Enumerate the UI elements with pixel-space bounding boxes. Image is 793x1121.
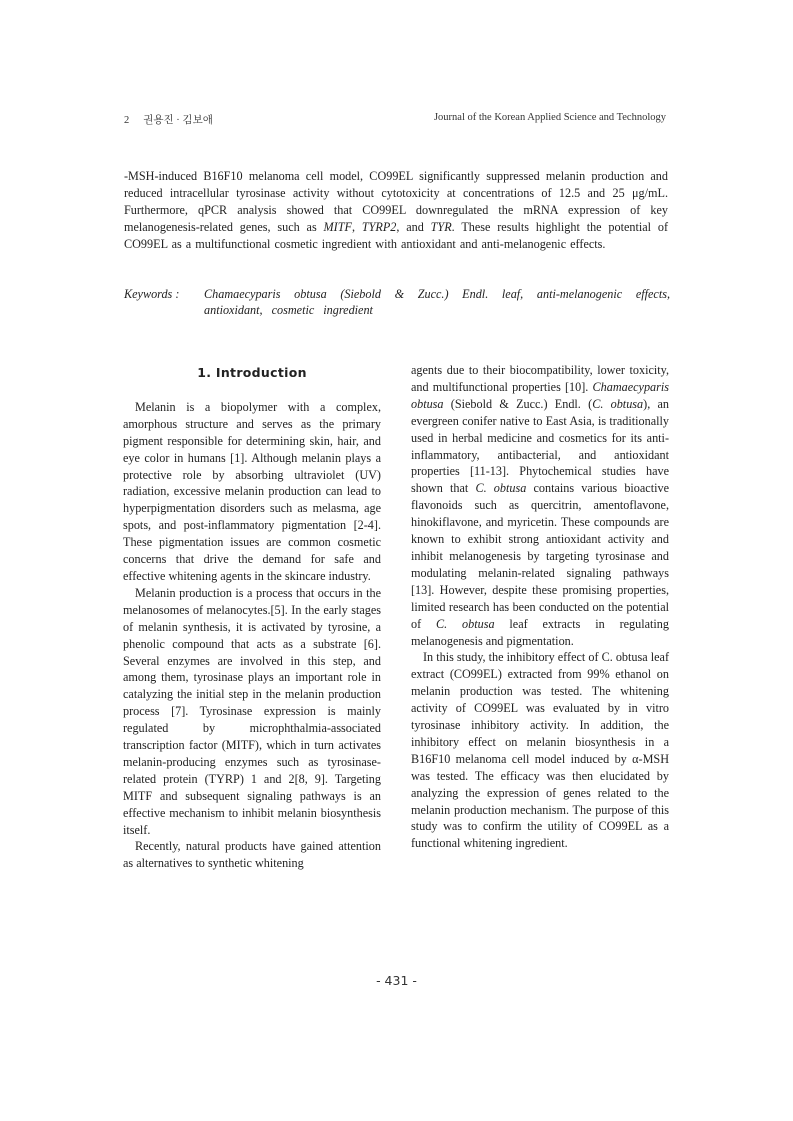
paragraph: In this study, the inhibitory effect of C. obtusa leaf extract (CO99EL) extracted from 99% ethanol on melanin production was tested. The whitening activity of CO99EL was evaluated by in vitro tyrosinase inhibitory activity. In addition, the inhibitory effect on melanin biosynthesis in a B16F10 melanoma cell model induced by α-MSH was tested. The efficacy was then elucidated by analyzing the expression of genes related to the melanin production mechanism. The purpose of this study was to confirm the utility of CO99EL as a functional whitening ingredient.	[411, 650, 669, 851]
species-name: Chamaecyparis obtusa	[411, 379, 669, 411]
keywords	[124, 286, 670, 318]
paragraph: Melanin production is a process that occurs in the melanosomes of melanocytes.[5]. In the early stages of melanin synthesis, it is activated by tyrosine, a phenolic compound that acts as a substrate [6]. Several enzymes are involved in this step, and among them, tyrosinase plays an important role in catalyzing the initial step in the melanin production process [7]. Tyrosinase expression is mainly regulated by microphthalmia-associated transcription factor (MITF), which in turn activates melanin-producing enzymes such as tyrosinase-related protein (TYRP) 1 and 2[8, 9]. Targeting MITF and subsequent signaling pathways is an effective mechanism to inhibit melanin biosynthesis itself.	[123, 585, 381, 837]
abstract-text	[124, 168, 668, 253]
keywords-label: Keywords :	[124, 287, 180, 301]
page-footer: - 431 -	[376, 973, 417, 988]
running-header-left	[124, 112, 213, 127]
abstract-part: ,	[351, 220, 362, 234]
text-run: leaf extracts in regulating melanogenesis and pigmentation.	[411, 616, 669, 648]
keywords-list: Chamaecyparis obtusa (Siebold & Zucc.) Endl. leaf, anti-melanogenic effects, antioxidant, cosmetic ingredient	[204, 287, 670, 317]
text-run: ), an evergreen conifer native to East Asia, is traditionally used in herbal medicine and cosmetics for its anti-inflammatory, antibacterial, and antioxidant properties [11-13]. Phytochemical studies have shown that	[411, 396, 670, 496]
abstract-part: . These results highlight the potential of CO99EL as a multifunctional cosmetic ingredient with antioxidant and anti-melanogenic effects.	[124, 220, 669, 251]
gene-tyrp2: TYRP2	[361, 220, 397, 234]
gene-mitf: MITF	[323, 220, 352, 234]
text-run: contains various bioactive flavonoids such as quercitrin, amentoflavone, hinokiflavone, and myricetin. These compounds are known to exhibit strong antioxidant activity and inhibit melanogenesis by targeting tyrosinase and modulating melanin-related signaling pathways [13]. However, despite these promising properties, limited research has been conducted on the potential of	[411, 481, 669, 631]
abstract-part: , and	[396, 220, 431, 234]
species-abbrev: C. obtusa	[436, 616, 495, 631]
abstract-part: -MSH-induced B16F10 melanoma cell model, CO99EL significantly suppressed melanin production and reduced intracellular tyrosinase activity without cytotoxicity at concentrations of 12.5 and 25 μg/mL. Furthermore, qPCR analysis showed that CO99EL downregulated the mRNA expression of key melanogenesis-related genes, such as	[124, 169, 668, 234]
page-number: 2	[124, 115, 130, 126]
species-abbrev: C. obtusa	[475, 481, 527, 496]
left-column	[123, 362, 381, 872]
paragraph: Melanin is a biopolymer with a complex, amorphous structure and serves as the primary pigment responsible for determining skin, hair, and eye color in humans [1]. Although melanin plays a protective role by absorbing ultraviolet (UV) radiation, excessive melanin production can lead to hyperpigmentation disorders such as melasma, age spots, and post-inflammatory pigmentation [2-4]. These pigmentation issues are common cosmetic concerns that drive the demand for safe and effective whitening agents in the skincare industry.	[123, 399, 381, 583]
right-column	[411, 362, 669, 852]
journal-name: Journal of the Korean Applied Science and Technology	[433, 112, 666, 123]
text-run: agents due to their biocompatibility, lower toxicity, and multifunctional properties [10].	[411, 363, 669, 394]
gene-tyr: TYR	[430, 220, 452, 234]
author-names: 권용진 · 김보애	[143, 115, 213, 126]
paragraph: Recently, natural products have gained attention as alternatives to synthetic whitening	[123, 839, 381, 871]
species-abbrev: C. obtusa	[592, 396, 644, 411]
section-title: 1. Introduction	[197, 365, 307, 380]
text-run: (Siebold & Zucc.) Endl. (	[443, 396, 593, 411]
paragraph	[411, 362, 669, 649]
